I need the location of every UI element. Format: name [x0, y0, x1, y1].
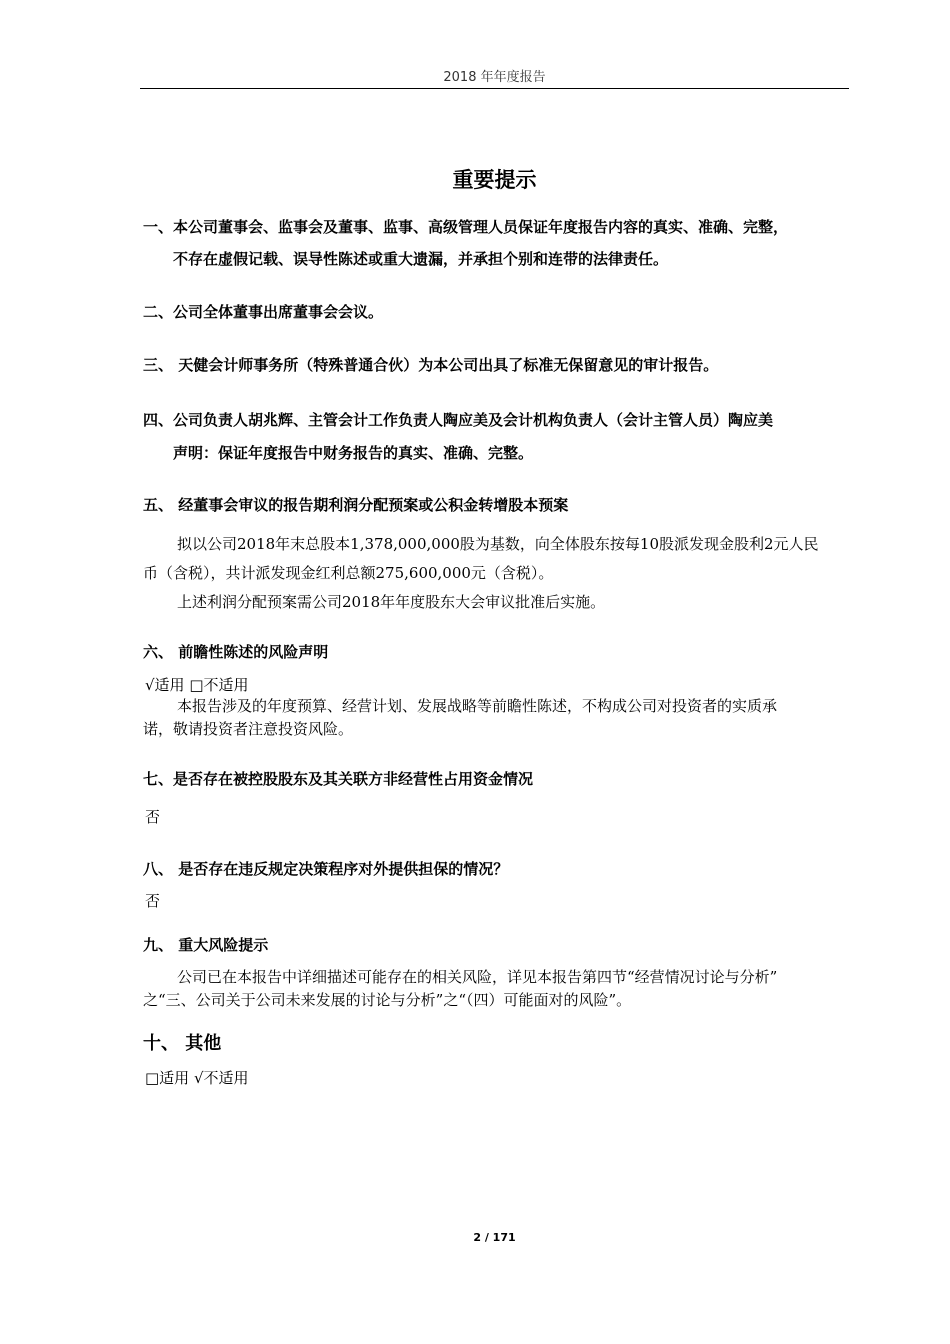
- section-9-para-line-1: 公司已在本报告中详细描述可能存在的相关风险，详见本报告第四节“经营情况讨论与分析”: [177, 968, 778, 986]
- section-5-para-2: 上述利润分配预案需公司2018年年度股东大会审议批准后实施。: [177, 593, 606, 611]
- section-10-applicability: □适用 √不适用: [145, 1069, 249, 1087]
- section-9-para-line-2: 之“三、公司关于公司未来发展的讨论与分析”之“（四）可能面对的风险”。: [143, 991, 632, 1009]
- page-header-title: 2018 年年度报告: [443, 70, 546, 85]
- section-1-line-1: 一、本公司董事会、监事会及董事、监事、高级管理人员保证年度报告内容的真实、准确、完整，: [143, 218, 789, 236]
- section-5-heading: 五、 经董事会审议的报告期利润分配预案或公积金转增股本预案: [143, 496, 569, 514]
- section-6-para-line-2: 诺，敬请投资者注意投资风险。: [143, 720, 354, 738]
- section-10-heading: 十、 其他: [143, 1033, 222, 1054]
- section-8-answer: 否: [145, 892, 161, 910]
- section-6-applicability: √适用 □不适用: [145, 676, 249, 694]
- section-8-heading: 八、 是否存在违反规定决策程序对外提供担保的情况？: [143, 860, 509, 878]
- section-1-line-2: 不存在虚假记载、误导性陈述或重大遗漏，并承担个别和连带的法律责任。: [173, 250, 669, 268]
- section-4-line-2: 声明：保证年度报告中财务报告的真实、准确、完整。: [173, 444, 534, 462]
- section-2: 二、公司全体董事出席董事会会议。: [143, 303, 384, 321]
- section-9-heading: 九、 重大风险提示: [143, 936, 269, 954]
- document-title: 重要提示: [452, 168, 537, 192]
- header-divider: [140, 88, 849, 89]
- page-number: 2 / 171: [473, 1231, 516, 1244]
- section-4-line-1: 四、公司负责人胡兆辉、主管会计工作负责人陶应美及会计机构负责人（会计主管人员）陶应美: [143, 411, 774, 429]
- section-5-para-1-line-2: 币（含税），共计派发现金红利总额275,600,000元（含税）。: [143, 564, 554, 582]
- section-6-para-line-1: 本报告涉及的年度预算、经营计划、发展战略等前瞻性陈述，不构成公司对投资者的实质承: [177, 697, 778, 715]
- section-6-heading: 六、 前瞻性陈述的风险声明: [143, 643, 329, 661]
- section-7-answer: 否: [145, 808, 161, 826]
- section-7-heading: 七、是否存在被控股股东及其关联方非经营性占用资金情况: [143, 770, 534, 788]
- section-5-para-1-line-1: 拟以公司2018年末总股本1,378,000,000股为基数，向全体股东按每10股派发现金股利2元人民: [177, 535, 819, 553]
- section-3: 三、 天健会计师事务所（特殊普通合伙）为本公司出具了标准无保留意见的审计报告。: [143, 356, 719, 374]
